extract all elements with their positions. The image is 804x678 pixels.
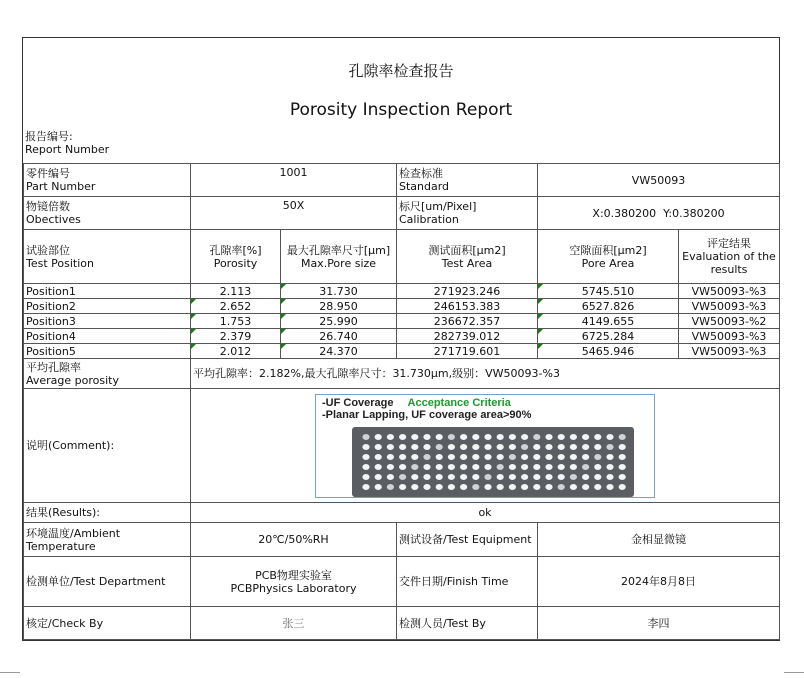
plate-hole: [460, 464, 467, 470]
row-evaluation: VW50093-%3: [679, 299, 780, 314]
plate-hole: [387, 434, 394, 440]
report-title-cn: 孔隙率检查报告: [348, 62, 454, 80]
plate-hole: [558, 474, 565, 480]
header-evaluation: 评定结果 Evaluation of the results: [679, 230, 780, 284]
plate-hole: [558, 434, 565, 440]
plate-hole: [375, 484, 382, 490]
equipment-value: 金相显微镜: [538, 523, 780, 557]
plate-hole: [399, 454, 406, 460]
plate-hole: [448, 434, 455, 440]
plate-hole: [533, 474, 540, 480]
plate-hole: [545, 454, 552, 460]
plate-hole: [497, 444, 504, 450]
plate-hole: [545, 434, 552, 440]
page-divider-right: [784, 672, 804, 673]
table-row: [24, 314, 780, 329]
plate-hole: [423, 434, 430, 440]
row-pore-area: 4149.655: [538, 314, 679, 329]
report-number-label: [25, 130, 109, 156]
plate-hole: [545, 444, 552, 450]
row-pore-area: 5745.510: [538, 284, 679, 299]
row-evaluation: VW50093-%2: [679, 314, 780, 329]
plate-hole: [448, 474, 455, 480]
plate-hole: [362, 474, 369, 480]
report-sheet: [22, 37, 780, 641]
check-by-value: 张三: [191, 607, 397, 640]
report-number-label-en: Report Number: [25, 143, 110, 156]
plate-hole: [619, 484, 626, 490]
average-value: 平均孔隙率：2.182%,最大孔隙率尺寸：31.730μm,级别：VW50093-%3: [191, 359, 780, 389]
plate-hole: [448, 444, 455, 450]
plate-hole: [509, 474, 516, 480]
plate-hole: [497, 454, 504, 460]
row-evaluation: VW50093-%3: [679, 344, 780, 359]
plate-hole: [362, 434, 369, 440]
report-number-label-cn: 报告编号:: [25, 130, 73, 143]
plate-hole: [497, 464, 504, 470]
ambient-value: 20℃/50%RH: [191, 523, 397, 557]
plate-hole: [436, 454, 443, 460]
plate-hole: [533, 444, 540, 450]
plate-hole: [533, 484, 540, 490]
plate-hole: [436, 444, 443, 450]
plate-hole: [472, 434, 479, 440]
plate-hole: [387, 484, 394, 490]
row-test-area: 271923.246: [397, 284, 538, 299]
plate-hole: [411, 464, 418, 470]
acceptance-criteria-label: Acceptance Criteria: [407, 396, 511, 409]
plate-hole: [570, 434, 577, 440]
row-test-area: 271719.601: [397, 344, 538, 359]
plate-hole: [509, 444, 516, 450]
comment-image-line2: -Planar Lapping, UF coverage area>90%: [322, 408, 532, 421]
plate-hole: [582, 484, 589, 490]
objectives-value: 50X: [191, 197, 397, 230]
plate-hole: [423, 454, 430, 460]
page-divider-left: [0, 672, 20, 673]
row-position: Position5: [24, 344, 191, 359]
plate-hole: [484, 464, 491, 470]
objectives-label: 物镜倍数 Obectives: [24, 197, 191, 230]
plate-hole: [521, 484, 528, 490]
table-row: [24, 284, 780, 299]
plate-hole: [375, 474, 382, 480]
plate-hole: [582, 464, 589, 470]
plate-hole: [619, 444, 626, 450]
plate-hole: [545, 464, 552, 470]
plate-hole: [533, 464, 540, 470]
plate-hole: [594, 484, 601, 490]
plate-hole: [484, 474, 491, 480]
plate-hole: [375, 464, 382, 470]
plate-hole: [606, 434, 613, 440]
plate-hole: [387, 474, 394, 480]
plate-hole: [423, 474, 430, 480]
finish-time-value: 2024年8月8日: [538, 557, 780, 607]
plate-hole: [509, 434, 516, 440]
comment-image: [315, 394, 655, 498]
plate-hole: [509, 484, 516, 490]
plate-hole: [460, 434, 467, 440]
row-test-area: 282739.012: [397, 329, 538, 344]
plate-hole: [411, 434, 418, 440]
plate-hole: [484, 434, 491, 440]
plate-hole: [533, 434, 540, 440]
plate-hole: [619, 464, 626, 470]
plate-hole: [399, 484, 406, 490]
calibration-value: X:0.380200 Y:0.380200: [538, 197, 780, 230]
plate-hole: [436, 484, 443, 490]
test-by-label: 检测人员/Test By: [397, 607, 538, 640]
plate-hole: [387, 464, 394, 470]
plate-hole: [399, 464, 406, 470]
row-porosity: 1.753: [191, 314, 281, 329]
plate-hole: [399, 444, 406, 450]
calibration-label: 标尺[um/Pixel] Calibration: [397, 197, 538, 230]
plate-hole: [448, 484, 455, 490]
plate-hole: [362, 484, 369, 490]
plate-hole: [399, 434, 406, 440]
plate-hole: [619, 474, 626, 480]
plate-hole: [570, 474, 577, 480]
plate-hole: [497, 484, 504, 490]
header-test-area: 测试面积[μm2] Test Area: [397, 230, 538, 284]
plate-hole: [594, 434, 601, 440]
plate-hole: [570, 454, 577, 460]
table-row: [24, 329, 780, 344]
plate-hole: [582, 474, 589, 480]
results-label: 结果(Results):: [24, 503, 191, 523]
plate-hole: [436, 434, 443, 440]
department-value: PCB物理实验室 PCBPhysics Laboratory: [191, 557, 397, 607]
department-label: 检测单位/Test Department: [24, 557, 191, 607]
plate-hole: [460, 454, 467, 460]
comment-label: 说明(Comment):: [24, 389, 191, 503]
row-evaluation: VW50093-%3: [679, 284, 780, 299]
table-row: [24, 344, 780, 359]
plate-hole: [606, 474, 613, 480]
plate-hole: [558, 454, 565, 460]
row-pore-area: 5465.946: [538, 344, 679, 359]
report-table: [23, 163, 780, 640]
row-test-area: 236672.357: [397, 314, 538, 329]
part-number-value: 1001: [191, 164, 397, 197]
plate-hole: [484, 484, 491, 490]
row-max-pore: 31.730: [281, 284, 397, 299]
plate-hole: [362, 444, 369, 450]
plate-hole: [509, 464, 516, 470]
plate-hole: [472, 474, 479, 480]
plate-hole: [436, 464, 443, 470]
plate-hole: [619, 454, 626, 460]
plate-hole: [375, 434, 382, 440]
plate-hole: [362, 454, 369, 460]
row-max-pore: 25.990: [281, 314, 397, 329]
plate-hole: [558, 464, 565, 470]
plate-hole: [375, 444, 382, 450]
table-row: [24, 299, 780, 314]
standard-label: 检查标准 Standard: [397, 164, 538, 197]
row-evaluation: VW50093-%3: [679, 329, 780, 344]
plate-hole: [521, 454, 528, 460]
plate-hole: [484, 454, 491, 460]
row-porosity: 2.113: [191, 284, 281, 299]
plate-hole: [533, 454, 540, 460]
part-number-label: 零件编号 Part Number: [24, 164, 191, 197]
plate-hole: [497, 474, 504, 480]
plate-hole: [594, 454, 601, 460]
row-position: Position2: [24, 299, 191, 314]
comment-image-frame: [315, 394, 655, 498]
row-max-pore: 24.370: [281, 344, 397, 359]
header-porosity: 孔隙率[%] Porosity: [191, 230, 281, 284]
plate-hole: [472, 484, 479, 490]
row-porosity: 2.012: [191, 344, 281, 359]
plate-hole: [411, 474, 418, 480]
perforated-plate-image: [352, 427, 634, 497]
plate-hole: [460, 474, 467, 480]
comment-cell: [191, 389, 780, 503]
plate-hole: [594, 444, 601, 450]
plate-hole: [570, 464, 577, 470]
test-by-value: 李四: [538, 607, 780, 640]
plate-hole: [387, 454, 394, 460]
row-position: Position1: [24, 284, 191, 299]
row-max-pore: 26.740: [281, 329, 397, 344]
plate-hole: [582, 444, 589, 450]
plate-hole: [472, 454, 479, 460]
report-title-en: Porosity Inspection Report: [289, 100, 513, 120]
plate-hole: [521, 444, 528, 450]
plate-hole: [448, 454, 455, 460]
plate-hole: [558, 484, 565, 490]
plate-hole: [460, 484, 467, 490]
check-by-label: 核定/Check By: [24, 607, 191, 640]
row-test-area: 246153.383: [397, 299, 538, 314]
row-max-pore: 28.950: [281, 299, 397, 314]
plate-hole: [411, 454, 418, 460]
plate-hole: [411, 444, 418, 450]
plate-hole: [521, 474, 528, 480]
plate-hole: [545, 474, 552, 480]
plate-hole: [582, 454, 589, 460]
plate-hole: [619, 434, 626, 440]
plate-hole: [594, 464, 601, 470]
row-pore-area: 6725.284: [538, 329, 679, 344]
plate-hole: [606, 454, 613, 460]
plate-hole: [423, 444, 430, 450]
plate-hole: [423, 464, 430, 470]
plate-hole: [606, 444, 613, 450]
plate-hole: [558, 444, 565, 450]
plate-hole: [448, 464, 455, 470]
plate-hole: [582, 434, 589, 440]
plate-hole: [521, 434, 528, 440]
plate-hole: [436, 474, 443, 480]
standard-value: VW50093: [538, 164, 780, 197]
plate-hole: [606, 484, 613, 490]
header-max-pore: 最大孔隙率尺寸[μm] Max.Pore size: [281, 230, 397, 284]
plate-hole: [570, 484, 577, 490]
plate-hole: [497, 434, 504, 440]
plate-hole: [484, 444, 491, 450]
row-pore-area: 6527.826: [538, 299, 679, 314]
plate-hole: [570, 444, 577, 450]
plate-hole: [472, 464, 479, 470]
plate-hole: [411, 484, 418, 490]
plate-hole: [606, 464, 613, 470]
header-position: 试验部位 Test Position: [24, 230, 191, 284]
plate-hole: [545, 484, 552, 490]
plate-hole: [423, 484, 430, 490]
row-position: Position3: [24, 314, 191, 329]
results-value: ok: [191, 503, 780, 523]
ambient-label: 环境温度/Ambient Temperature: [24, 523, 191, 557]
plate-hole: [594, 474, 601, 480]
plate-hole: [509, 454, 516, 460]
finish-time-label: 交件日期/Finish Time: [397, 557, 538, 607]
plate-hole: [399, 474, 406, 480]
equipment-label: 测试设备/Test Equipment: [397, 523, 538, 557]
plate-hole: [387, 444, 394, 450]
plate-hole: [521, 464, 528, 470]
plate-hole: [375, 454, 382, 460]
header-pore-area: 空隙面积[μm2] Pore Area: [538, 230, 679, 284]
average-label: 平均孔隙率 Average porosity: [24, 359, 191, 389]
plate-hole: [472, 444, 479, 450]
row-porosity: 2.652: [191, 299, 281, 314]
plate-hole: [362, 464, 369, 470]
comment-image-line1: -UF Coverage Acceptance Criteria: [322, 396, 511, 409]
plate-hole: [460, 444, 467, 450]
row-porosity: 2.379: [191, 329, 281, 344]
row-position: Position4: [24, 329, 191, 344]
